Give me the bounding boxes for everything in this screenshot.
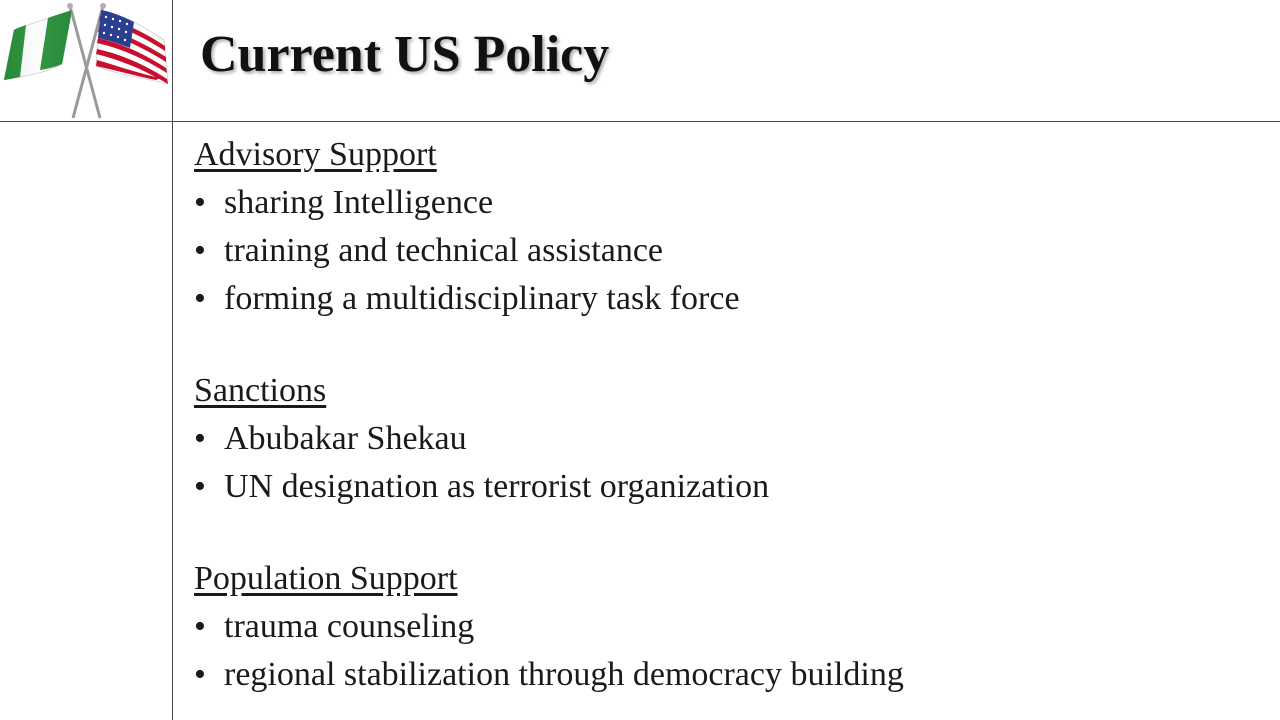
bullet-icon: • [194,232,206,269]
list-item-text: Abubakar Shekau [224,420,467,457]
crossed-flags-icon [0,0,172,121]
vertical-divider [172,0,173,720]
list-item [194,415,1254,463]
bullet-icon: • [194,468,206,505]
section-population-support [194,555,1254,699]
section-heading: Advisory Support [194,136,437,173]
us-flag [96,10,168,84]
list-item-text: regional stabilization through democracy building [224,656,904,693]
bullet-icon: • [194,280,206,317]
bullet-list [194,603,1254,699]
list-item-text: training and technical assistance [224,232,663,269]
bullet-icon: • [194,608,206,645]
list-item [194,179,1254,227]
list-item-text: trauma counseling [224,608,475,645]
bullet-list [194,179,1254,323]
section-advisory-support [194,131,1254,323]
slide-body [194,131,1254,699]
list-item [194,227,1254,275]
list-item [194,651,1254,699]
section-heading: Sanctions [194,372,327,409]
bullet-icon: • [194,656,206,693]
list-item [194,463,1254,511]
horizontal-divider [0,121,1280,122]
list-item [194,603,1254,651]
bullet-list [194,415,1254,511]
bullet-icon: • [194,420,206,457]
list-item-text: sharing Intelligence [224,184,494,221]
bullet-icon: • [194,184,206,221]
nigeria-flag [4,10,72,80]
list-item-text: UN designation as terrorist organization [224,468,770,505]
list-item-text: forming a multidisciplinary task force [224,280,740,317]
slide-title: Current US Policy [200,26,610,83]
list-item [194,275,1254,323]
section-sanctions [194,367,1254,511]
section-heading: Population Support [194,560,458,597]
